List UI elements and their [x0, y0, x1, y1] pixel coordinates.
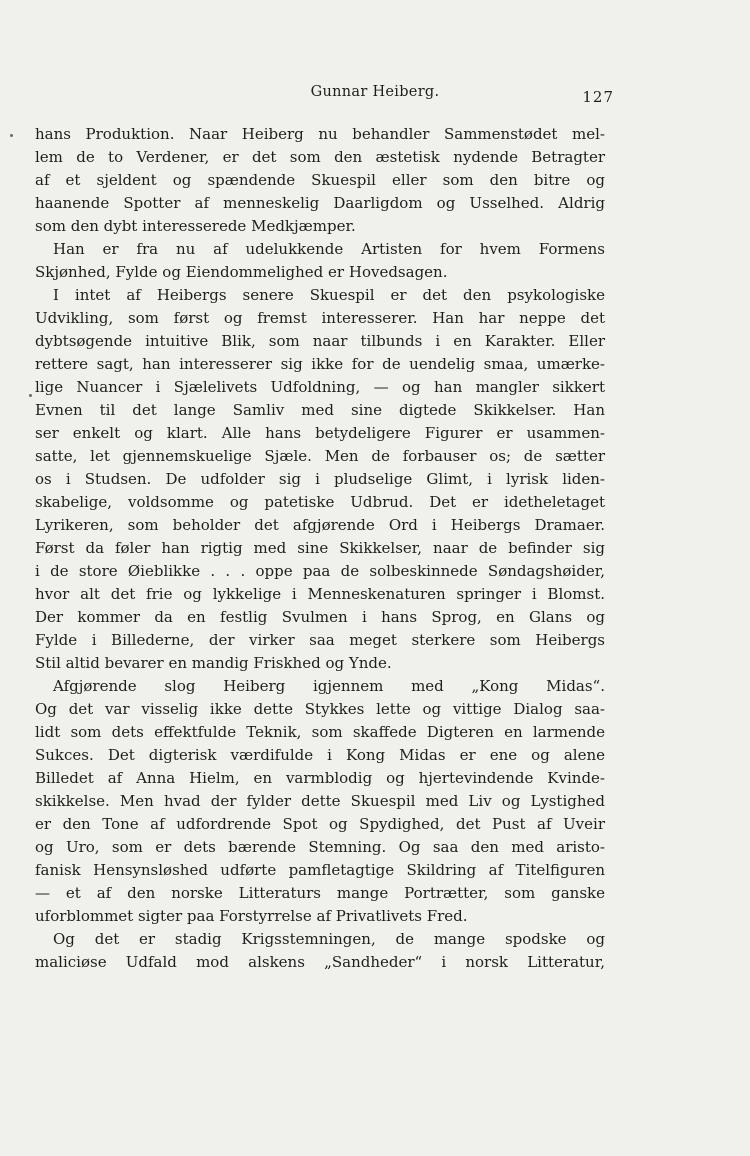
text-line: maliciøse Udfald mod alskens „Sandheder“ i norsk Litteratur, [35, 953, 605, 971]
text-line: dybtsøgende intuitive Blik, som naar tilbunds i en Karakter. Eller [35, 332, 605, 350]
text-line: lem de to Verdener, er det som den æstetisk nydende Betragter [35, 148, 605, 166]
text-line: Skjønhed, Fylde og Eiendommelighed er Hovedsagen. [35, 263, 448, 281]
text-line: som den dybt interesserede Medkjæmper. [35, 217, 356, 235]
text-line: lidt som dets effektfulde Teknik, som skaffede Digteren en larmende [35, 723, 605, 741]
text-line: Der kommer da en festlig Svulmen i hans Sprog, en Glans og [35, 608, 605, 626]
text-line: af et sjeldent og spændende Skuespil eller som den bitre og [35, 171, 605, 189]
margin-mark [29, 394, 32, 397]
text-line: Sukces. Det digterisk værdifulde i Kong Midas er ene og alene [35, 746, 605, 764]
text-line: Og det er stadig Krigsstemningen, de mange spodske og [53, 930, 605, 948]
text-line: I intet af Heibergs senere Skuespil er det den psykologiske [53, 286, 605, 304]
text-line: Lyrikeren, som beholder det afgjørende Ord i Heibergs Dramaer. [35, 516, 605, 534]
text-line: Fylde i Billederne, der virker saa meget sterkere som Heibergs [35, 631, 605, 649]
text-line: Og det var visselig ikke dette Stykkes lette og vittige Dialog saa- [35, 700, 605, 718]
text-line: — et af den norske Litteraturs mange Portrætter, som ganske [35, 884, 605, 902]
text-line: satte, let gjennemskuelige Sjæle. Men de forbauser os; de sætter [35, 447, 605, 465]
text-line: ser enkelt og klart. Alle hans betydeligere Figurer er usammen- [35, 424, 605, 442]
margin-mark [10, 134, 13, 137]
text-line: rettere sagt, han interesserer sig ikke for de uendelig smaa, umærke- [35, 355, 605, 373]
text-line: Afgjørende slog Heiberg igjennem med „Kong Midas“. [53, 677, 605, 695]
text-line: og Uro, som er dets bærende Stemning. Og saa den med aristo- [35, 838, 605, 856]
text-line: Billedet af Anna Hielm, en varmblodig og hjertevindende Kvinde- [35, 769, 605, 787]
text-line: hans Produktion. Naar Heiberg nu behandler Sammenstødet mel- [35, 125, 605, 143]
text-line: Stil altid bevarer en mandig Friskhed og Ynde. [35, 654, 392, 672]
text-line: Evnen til det lange Samliv med sine digtede Skikkelser. Han [35, 401, 605, 419]
text-line: lige Nuancer i Sjælelivets Udfoldning, — og han mangler sikkert [35, 378, 605, 396]
text-line: hvor alt det frie og lykkelige i Menneskenaturen springer i Blomst. [35, 585, 605, 603]
text-line: os i Studsen. De udfolder sig i pludselige Glimt, i lyrisk liden- [35, 470, 605, 488]
text-line: Udvikling, som først og fremst interesserer. Han har neppe det [35, 309, 605, 327]
text-line: Først da føler han rigtig med sine Skikkelser, naar de befinder sig [35, 539, 605, 557]
page-number: 127 [582, 88, 614, 106]
text-line: Han er fra nu af udelukkende Artisten for hvem Formens [53, 240, 605, 258]
text-line: i de store Øieblikke . . . oppe paa de solbeskinnede Søndagshøider, [35, 562, 605, 580]
text-line: uforblommet sigter paa Forstyrrelse af Privatlivets Fred. [35, 907, 468, 925]
text-line: skikkelse. Men hvad der fylder dette Skuespil med Liv og Lystighed [35, 792, 605, 810]
text-line: er den Tone af udfordrende Spot og Spydighed, det Pust af Uveir [35, 815, 605, 833]
text-line: haanende Spotter af menneskelig Daarligdom og Usselhed. Aldrig [35, 194, 605, 212]
text-line: fanisk Hensynsløshed udførte pamfletagtige Skildring af Titelfiguren [35, 861, 605, 879]
running-title: Gunnar Heiberg. [310, 84, 440, 100]
text-line: skabelige, voldsomme og patetiske Udbrud. Det er idetheletaget [35, 493, 605, 511]
